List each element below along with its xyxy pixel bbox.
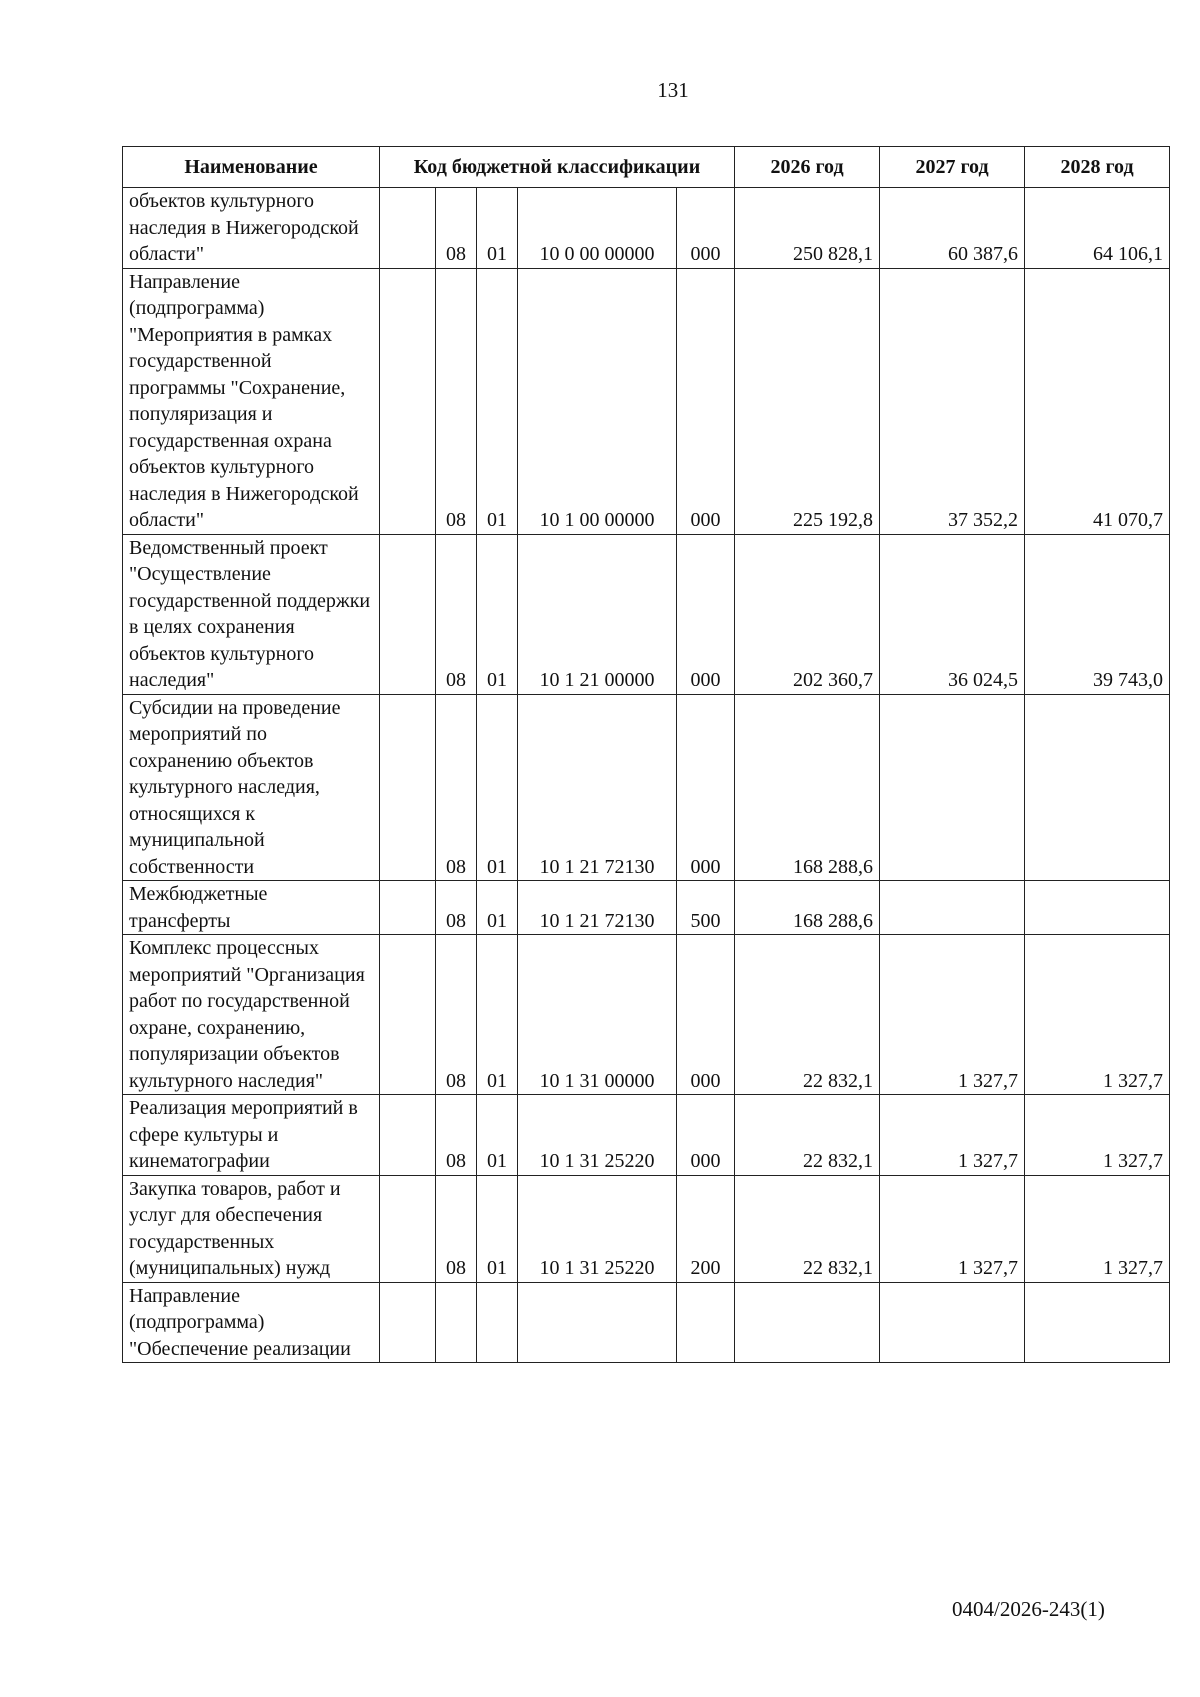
code-subsection: 01: [477, 534, 518, 694]
table-row: [123, 881, 1170, 935]
code-blank: [380, 935, 436, 1095]
code-subsection: 01: [477, 268, 518, 534]
amount-2028: 1 327,7: [1025, 935, 1170, 1095]
amount-2028: 64 106,1: [1025, 188, 1170, 269]
code-section: 08: [436, 1175, 477, 1282]
amount-2026: 250 828,1: [735, 188, 880, 269]
amount-2028: 39 743,0: [1025, 534, 1170, 694]
code-expense-type: 000: [677, 188, 735, 269]
code-subsection: 01: [477, 1175, 518, 1282]
amount-2027: [880, 881, 1025, 935]
code-target-article: 10 1 31 00000: [518, 935, 677, 1095]
code-blank: [380, 694, 436, 881]
document-code: 0404/2026-243(1): [952, 1597, 1105, 1621]
amount-2027: [880, 1282, 1025, 1363]
row-name: Межбюджетные трансферты: [123, 881, 380, 935]
table-header-row: [123, 147, 1170, 188]
code-target-article: 10 1 31 25220: [518, 1095, 677, 1176]
amount-2026: 225 192,8: [735, 268, 880, 534]
code-blank: [380, 268, 436, 534]
row-name: Субсидии на проведение мероприятий по сохранению объектов культурного наследия, относящихся к муниципальной собственности: [123, 694, 380, 881]
code-blank: [380, 1175, 436, 1282]
code-blank: [380, 881, 436, 935]
row-name: Направление (подпрограмма) "Мероприятия в рамках государственной программы "Сохранение, популяризация и государственная охрана объектов культурного наследия в Нижегородской области": [123, 268, 380, 534]
amount-2027: 1 327,7: [880, 1175, 1025, 1282]
code-subsection: 01: [477, 188, 518, 269]
budget-table: [122, 146, 1170, 1363]
table-row: [123, 1175, 1170, 1282]
code-subsection: [477, 1282, 518, 1363]
table-row: [123, 1282, 1170, 1363]
row-name: Направление (подпрограмма) "Обеспечение реализации: [123, 1282, 380, 1363]
code-expense-type: 000: [677, 534, 735, 694]
code-section: 08: [436, 694, 477, 881]
code-expense-type: 000: [677, 694, 735, 881]
amount-2026: [735, 1282, 880, 1363]
code-blank: [380, 534, 436, 694]
amount-2028: [1025, 1282, 1170, 1363]
amount-2028: [1025, 881, 1170, 935]
code-subsection: 01: [477, 694, 518, 881]
table-row: [123, 268, 1170, 534]
code-target-article: 10 1 21 72130: [518, 694, 677, 881]
code-blank: [380, 1095, 436, 1176]
row-name: Реализация мероприятий в сфере культуры и кинематографии: [123, 1095, 380, 1176]
table-row: [123, 694, 1170, 881]
amount-2028: 1 327,7: [1025, 1175, 1170, 1282]
table-row: [123, 935, 1170, 1095]
code-expense-type: 000: [677, 1095, 735, 1176]
amount-2026: 202 360,7: [735, 534, 880, 694]
amount-2028: 1 327,7: [1025, 1095, 1170, 1176]
code-target-article: 10 1 31 25220: [518, 1175, 677, 1282]
amount-2027: 1 327,7: [880, 1095, 1025, 1176]
code-target-article: 10 1 21 00000: [518, 534, 677, 694]
header-2028: 2028 год: [1025, 147, 1170, 188]
code-expense-type: 200: [677, 1175, 735, 1282]
code-section: 08: [436, 1095, 477, 1176]
page-number: 131: [657, 78, 689, 102]
row-name: Закупка товаров, работ и услуг для обеспечения государственных (муниципальных) нужд: [123, 1175, 380, 1282]
code-subsection: 01: [477, 881, 518, 935]
code-section: 08: [436, 881, 477, 935]
code-subsection: 01: [477, 935, 518, 1095]
code-section: 08: [436, 534, 477, 694]
code-section: 08: [436, 935, 477, 1095]
row-name: Ведомственный проект "Осуществление государственной поддержки в целях сохранения объектов культурного наследия": [123, 534, 380, 694]
code-section: 08: [436, 268, 477, 534]
amount-2027: 1 327,7: [880, 935, 1025, 1095]
code-expense-type: 000: [677, 935, 735, 1095]
code-target-article: [518, 1282, 677, 1363]
table-row: [123, 188, 1170, 269]
code-target-article: 10 1 21 72130: [518, 881, 677, 935]
code-blank: [380, 188, 436, 269]
code-section: 08: [436, 188, 477, 269]
header-2027: 2027 год: [880, 147, 1025, 188]
amount-2026: 168 288,6: [735, 694, 880, 881]
amount-2027: 37 352,2: [880, 268, 1025, 534]
table-row: [123, 1095, 1170, 1176]
code-expense-type: 500: [677, 881, 735, 935]
amount-2026: 22 832,1: [735, 935, 880, 1095]
amount-2026: 168 288,6: [735, 881, 880, 935]
code-subsection: 01: [477, 1095, 518, 1176]
amount-2027: [880, 694, 1025, 881]
code-section: [436, 1282, 477, 1363]
code-blank: [380, 1282, 436, 1363]
code-expense-type: [677, 1282, 735, 1363]
header-2026: 2026 год: [735, 147, 880, 188]
amount-2027: 36 024,5: [880, 534, 1025, 694]
table-row: [123, 534, 1170, 694]
header-code: Код бюджетной классификации: [380, 147, 735, 188]
amount-2028: [1025, 694, 1170, 881]
amount-2028: 41 070,7: [1025, 268, 1170, 534]
row-name: объектов культурного наследия в Нижегородской области": [123, 188, 380, 269]
amount-2027: 60 387,6: [880, 188, 1025, 269]
amount-2026: 22 832,1: [735, 1095, 880, 1176]
header-name: Наименование: [123, 147, 380, 188]
amount-2026: 22 832,1: [735, 1175, 880, 1282]
code-expense-type: 000: [677, 268, 735, 534]
code-target-article: 10 1 00 00000: [518, 268, 677, 534]
row-name: Комплекс процессных мероприятий "Организация работ по государственной охране, сохранению, популяризации объектов культурного наследия": [123, 935, 380, 1095]
code-target-article: 10 0 00 00000: [518, 188, 677, 269]
